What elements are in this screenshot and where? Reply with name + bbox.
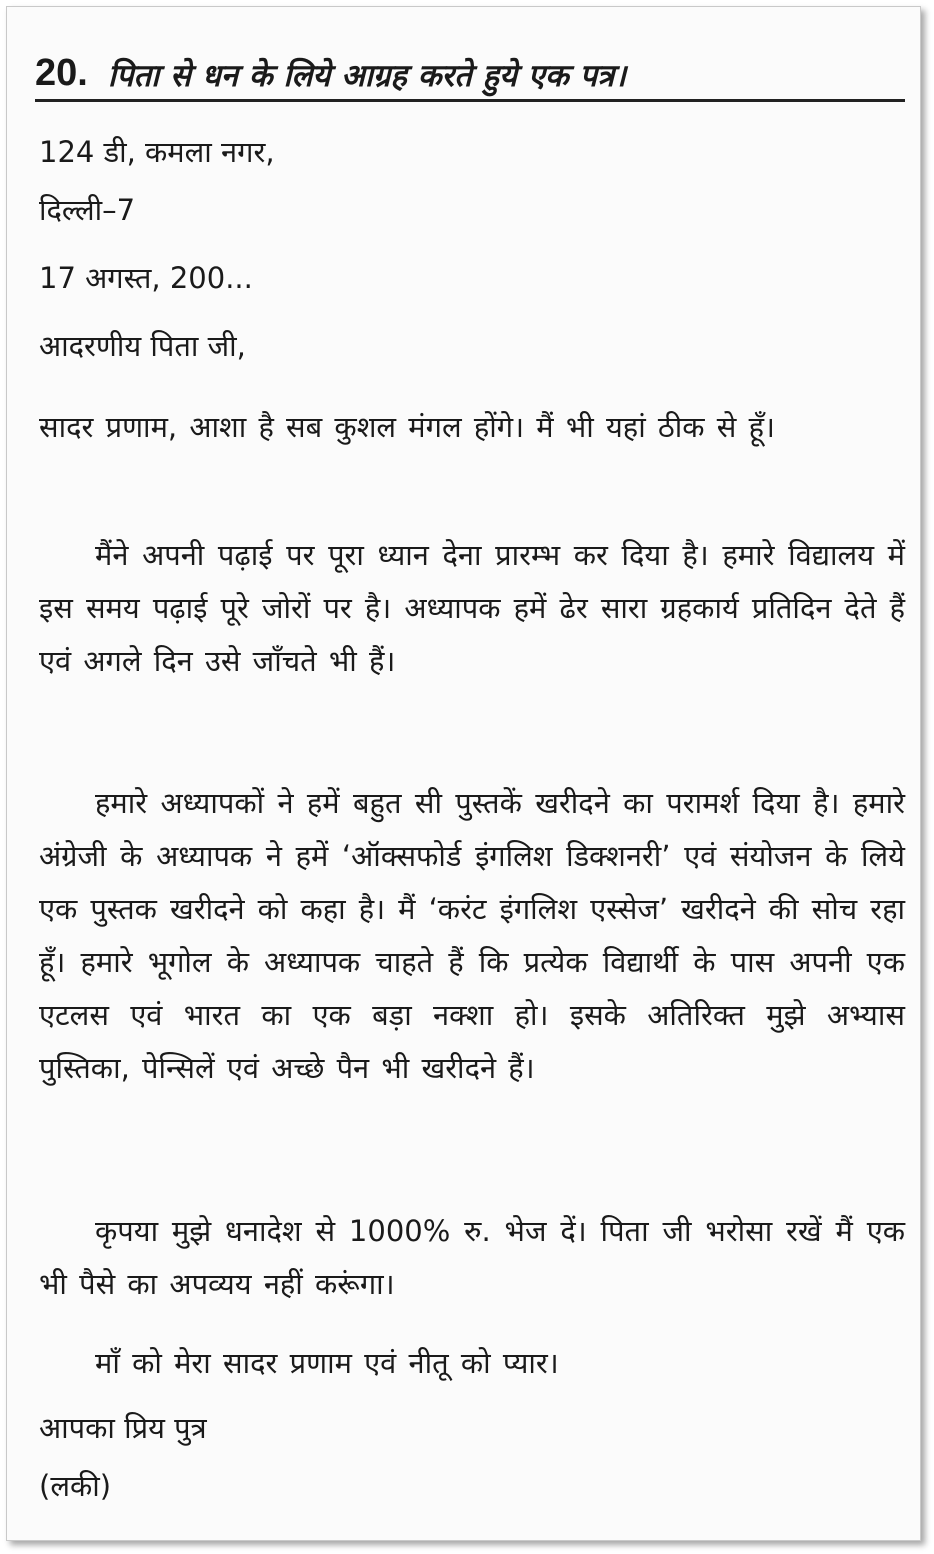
signature: (लकी) bbox=[39, 1469, 112, 1503]
body-paragraph-4: माँ को मेरा सादर प्रणाम एवं नीतू को प्यार। bbox=[95, 1346, 559, 1380]
heading-title: पिता से धन के लिये आग्रह करते हुये एक पत्र। bbox=[107, 57, 627, 94]
closing: आपका प्रिय पुत्र bbox=[39, 1411, 207, 1445]
greeting-paragraph: सादर प्रणाम, आशा है सब कुशल मंगल होंगे। मैं भी यहां ठीक से हूँ। bbox=[39, 410, 775, 444]
document-page bbox=[6, 6, 921, 1541]
body-paragraph-1: मैंने अपनी पढ़ाई पर पूरा ध्यान देना प्रारम्भ कर दिया है। हमारे विद्यालय में इस समय पढ़ाई पूरे जोरों पर है। अध्यापक हमें ढेर सारा ग्रहकार्य प्रतिदिन देते हैं एवं अगले दिन उसे जाँचते भी हैं। bbox=[39, 538, 905, 678]
body-paragraph-2: हमारे अध्यापकों ने हमें बहुत सी पुस्तकें खरीदने का परामर्श दिया है। हमारे अंग्रेजी के अध्यापक ने हमें ‘ऑक्सफोर्ड इंगलिश डिक्शनरी’ एवं संयोजन के लिये एक पुस्तक खरीदने को कहा है। मैं ‘करंट इंगलिश एस्सेज’ खरीदने की सोच रहा हूँ। हमारे भूगोल के अध्यापक चाहते हैं कि प्रत्येक विद्यार्थी के पास अपनी एक एटलस एवं भारत का एक बड़ा नक्शा हो। इसके अतिरिक्त मुझे अभ्यास पुस्तिका, पेन्सिलें एवं अच्छे पैन भी खरीदने हैं। bbox=[39, 786, 905, 1085]
body-paragraph-3: कृपया मुझे धनादेश से 1000% रु. भेज दें। पिता जी भरोसा रखें मैं एक भी पैसे का अपव्यय नहीं करूंगा। bbox=[39, 1214, 905, 1301]
address-line-2: दिल्ली–7 bbox=[39, 193, 136, 227]
address-line-1: 124 डी, कमला नगर, bbox=[39, 135, 275, 169]
salutation: आदरणीय पिता जी, bbox=[39, 329, 246, 363]
letter-heading bbox=[35, 47, 905, 102]
heading-number: 20. bbox=[35, 52, 88, 95]
letter-date: 17 अगस्त, 200... bbox=[39, 261, 253, 295]
